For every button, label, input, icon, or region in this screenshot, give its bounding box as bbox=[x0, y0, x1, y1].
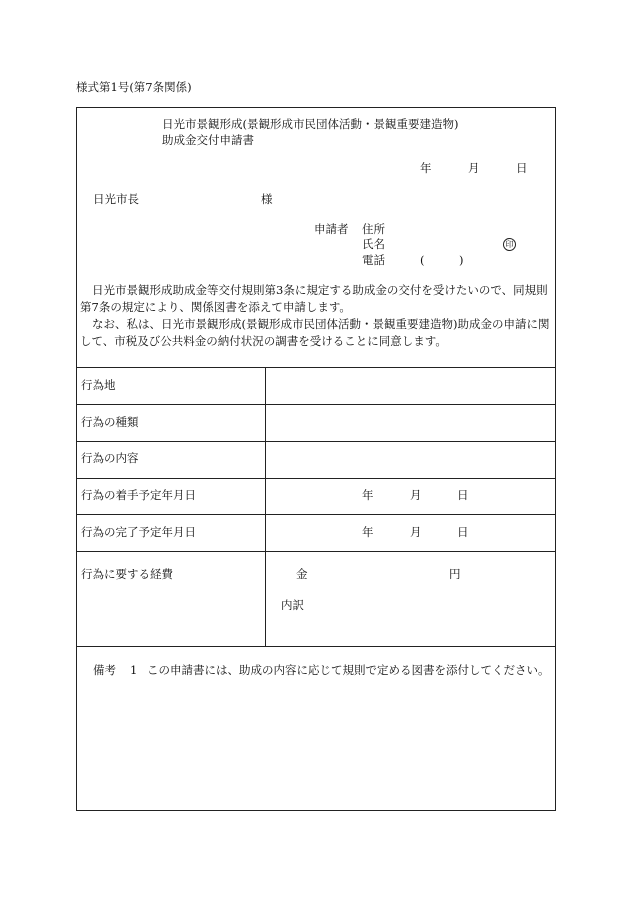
body-paragraph-1: 日光市景観形成助成金等交付規則第3条に規定する助成金の交付を受けたいので、同規則第7条の規定により、関係図書を添えて申請します。 bbox=[80, 283, 548, 314]
start-year-unit: 年 bbox=[362, 488, 374, 502]
date-day: 日 bbox=[516, 161, 528, 175]
table-top-rule bbox=[76, 367, 556, 368]
addressee-name: 日光市長 bbox=[93, 192, 139, 206]
row-label-type: 行為の種類 bbox=[81, 415, 139, 429]
applicant-phone-label: 電話 bbox=[362, 253, 385, 267]
row-divider bbox=[76, 551, 556, 552]
cost-breakdown: 内訳 bbox=[281, 598, 304, 612]
title-line2: 助成金交付申請書 bbox=[162, 133, 254, 147]
applicant-address-label: 住所 bbox=[362, 222, 385, 236]
row-label-start-date: 行為の着手予定年月日 bbox=[81, 488, 196, 502]
start-day-unit: 日 bbox=[457, 488, 469, 502]
title-line1: 日光市景観形成(景観形成市民団体活動・景観重要建造物) bbox=[162, 117, 459, 131]
start-month-unit: 月 bbox=[410, 488, 422, 502]
row-divider bbox=[76, 441, 556, 442]
row-divider bbox=[76, 404, 556, 405]
column-divider bbox=[265, 367, 266, 646]
applicant-label: 申請者 bbox=[314, 222, 349, 236]
end-day-unit: 日 bbox=[457, 525, 469, 539]
remarks-text: この申請書には、助成の内容に応じて規則で定める図書を添付してください。 bbox=[147, 663, 550, 677]
row-label-content: 行為の内容 bbox=[81, 451, 139, 465]
row-label-end-date: 行為の完了予定年月日 bbox=[81, 525, 196, 539]
cost-kin: 金 bbox=[296, 567, 308, 581]
row-label-cost: 行為に要する経費 bbox=[81, 567, 173, 581]
date-year: 年 bbox=[420, 161, 432, 175]
remarks-label: 備考 bbox=[93, 663, 116, 677]
seal-mark: 印 bbox=[503, 238, 516, 251]
end-year-unit: 年 bbox=[362, 525, 374, 539]
row-divider bbox=[76, 478, 556, 479]
remarks-number: 1 bbox=[130, 663, 138, 677]
row-divider bbox=[76, 514, 556, 515]
applicant-name-label: 氏名 bbox=[362, 237, 385, 251]
end-month-unit: 月 bbox=[410, 525, 422, 539]
applicant-phone-parens: ( ) bbox=[420, 253, 464, 267]
form-frame bbox=[76, 107, 556, 811]
form-number: 様式第1号(第7条関係) bbox=[76, 80, 192, 94]
addressee-honorific: 様 bbox=[261, 192, 273, 206]
row-label-site: 行為地 bbox=[81, 378, 116, 392]
body-paragraph-2: なお、私は、日光市景観形成(景観形成市民団体活動・景観重要建造物)助成金の申請に関して、市税及び公共料金の納付状況の調書を受けることに同意します。 bbox=[80, 317, 550, 348]
cost-en: 円 bbox=[449, 567, 461, 581]
date-month: 月 bbox=[468, 161, 480, 175]
table-bottom-rule bbox=[76, 646, 556, 647]
